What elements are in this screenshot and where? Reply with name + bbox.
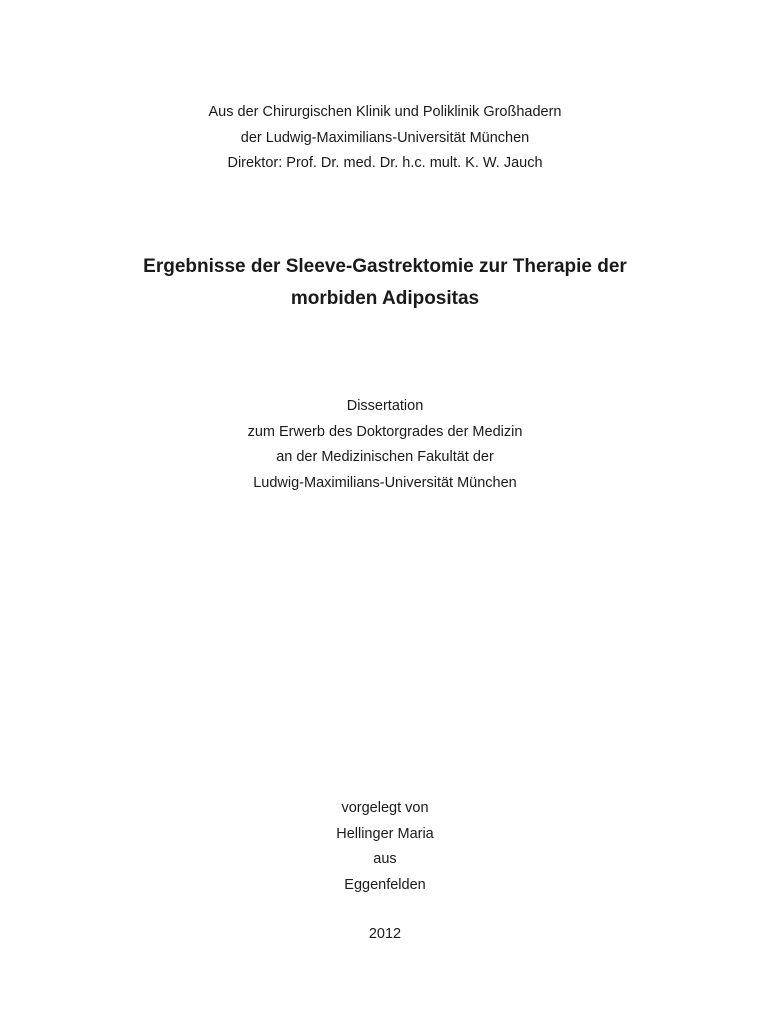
- title-line-1: Ergebnisse der Sleeve-Gastrektomie zur Therapie der: [143, 256, 627, 277]
- clinic-name: Aus der Chirurgischen Klinik und Poliklinik Großhadern: [208, 104, 562, 120]
- author-name: Hellinger Maria: [336, 825, 434, 842]
- year-block: [0, 922, 770, 948]
- thesis-title: [0, 251, 770, 315]
- author-hometown: Eggenfelden: [344, 876, 426, 893]
- dissertation-label: Dissertation: [346, 398, 424, 414]
- faculty-university: Ludwig-Maximilians-Universität München: [253, 474, 517, 491]
- institution-header: [0, 100, 770, 177]
- university-name: der Ludwig-Maximilians-Universität München: [240, 129, 530, 146]
- submission-year: 2012: [368, 926, 402, 942]
- degree-purpose: zum Erwerb des Doktorgrades der Medizin: [247, 423, 523, 440]
- author-block: [0, 796, 770, 898]
- dissertation-statement: [0, 394, 770, 496]
- title-line-2: morbiden Adipositas: [290, 288, 480, 309]
- submitted-by-label: vorgelegt von: [341, 800, 429, 816]
- origin-label: aus: [373, 851, 397, 867]
- faculty-line: an der Medizinischen Fakultät der: [276, 449, 494, 465]
- director-line: Direktor: Prof. Dr. med. Dr. h.c. mult. K. W. Jauch: [227, 155, 543, 171]
